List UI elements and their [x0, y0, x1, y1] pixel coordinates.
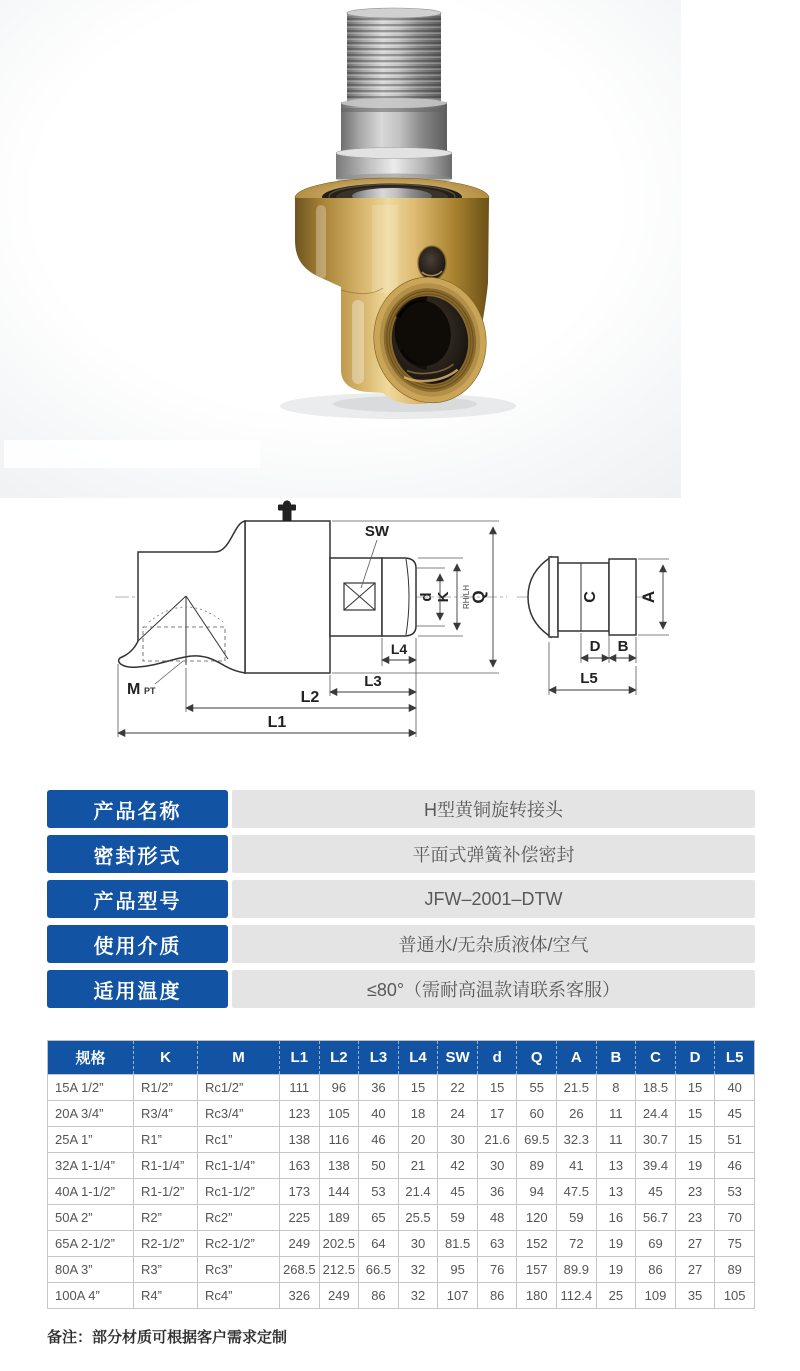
- dim-label-pt: PT: [144, 686, 156, 696]
- dim-label-l5: L5: [580, 670, 598, 687]
- spec-cell: 15: [477, 1075, 517, 1101]
- spec-cell: 249: [280, 1231, 320, 1257]
- spec-header-row: [48, 1041, 755, 1075]
- spec-cell: 13: [596, 1179, 636, 1205]
- spec-cell: 81.5: [438, 1231, 478, 1257]
- spec-cell: 32.3: [557, 1127, 597, 1153]
- spec-cell: 89: [517, 1153, 557, 1179]
- info-row: [47, 790, 755, 828]
- spec-cell: 40: [715, 1075, 755, 1101]
- spec-cell: Rc2-1/2”: [198, 1231, 280, 1257]
- spec-cell: 51: [715, 1127, 755, 1153]
- spec-cell: 30: [398, 1231, 438, 1257]
- spec-cell: Rc4”: [198, 1283, 280, 1309]
- spec-cell: 89: [715, 1257, 755, 1283]
- spec-cell: 105: [319, 1101, 359, 1127]
- spec-cell: 40: [359, 1101, 399, 1127]
- table-row: [48, 1127, 755, 1153]
- spec-cell: 25.5: [398, 1205, 438, 1231]
- spec-cell: 32A 1-1/4”: [48, 1153, 134, 1179]
- spec-cell: R3”: [134, 1257, 198, 1283]
- spec-cell: 70: [715, 1205, 755, 1231]
- spec-cell: 13: [596, 1153, 636, 1179]
- spec-cell: 212.5: [319, 1257, 359, 1283]
- table-row: [48, 1205, 755, 1231]
- spec-col-header: M: [198, 1041, 280, 1075]
- spec-cell: 80A 3”: [48, 1257, 134, 1283]
- table-row: [48, 1179, 755, 1205]
- spec-cell: R2-1/2”: [134, 1231, 198, 1257]
- spec-cell: 45: [715, 1101, 755, 1127]
- spec-cell: 66.5: [359, 1257, 399, 1283]
- info-label: 适用温度: [47, 970, 228, 1008]
- info-row: [47, 880, 755, 918]
- spec-col-header: L5: [715, 1041, 755, 1075]
- spec-cell: 50: [359, 1153, 399, 1179]
- spec-cell: 15: [675, 1075, 715, 1101]
- spec-cell: 94: [517, 1179, 557, 1205]
- spec-cell: Rc1-1/4”: [198, 1153, 280, 1179]
- spec-cell: 19: [596, 1257, 636, 1283]
- spec-cell: 116: [319, 1127, 359, 1153]
- product-info-table: [47, 790, 755, 1015]
- spec-cell: 53: [715, 1179, 755, 1205]
- spec-col-header: D: [675, 1041, 715, 1075]
- spec-cell: 46: [715, 1153, 755, 1179]
- table-row: [48, 1075, 755, 1101]
- spec-cell: 23: [675, 1179, 715, 1205]
- spec-cell: 27: [675, 1257, 715, 1283]
- spec-col-header: L2: [319, 1041, 359, 1075]
- spec-cell: R1-1/2”: [134, 1179, 198, 1205]
- spec-cell: 65A 2-1/2”: [48, 1231, 134, 1257]
- spec-cell: R4”: [134, 1283, 198, 1309]
- spec-cell: 39.4: [636, 1153, 676, 1179]
- spec-cell: 144: [319, 1179, 359, 1205]
- spec-cell: R1-1/4”: [134, 1153, 198, 1179]
- info-value: JFW–2001–DTW: [232, 880, 755, 918]
- product-photo-section: [0, 0, 681, 498]
- spec-cell: 225: [280, 1205, 320, 1231]
- spec-cell: 41: [557, 1153, 597, 1179]
- spec-cell: 35: [675, 1283, 715, 1309]
- spec-cell: 173: [280, 1179, 320, 1205]
- spec-cell: 15A 1/2”: [48, 1075, 134, 1101]
- dimension-diagram: [85, 500, 775, 760]
- spec-cell: 69.5: [517, 1127, 557, 1153]
- spec-col-header: d: [477, 1041, 517, 1075]
- table-row: [48, 1283, 755, 1309]
- spec-cell: 75: [715, 1231, 755, 1257]
- spec-cell: 112.4: [557, 1283, 597, 1309]
- spec-cell: 105: [715, 1283, 755, 1309]
- spec-cell: 95: [438, 1257, 478, 1283]
- spec-cell: 21: [398, 1153, 438, 1179]
- spec-col-header: C: [636, 1041, 676, 1075]
- spec-cell: 63: [477, 1231, 517, 1257]
- spec-cell: 20: [398, 1127, 438, 1153]
- spec-cell: 40A 1-1/2”: [48, 1179, 134, 1205]
- spec-cell: 15: [675, 1101, 715, 1127]
- info-label: 密封形式: [47, 835, 228, 873]
- dim-label-k: K: [435, 591, 452, 603]
- spec-cell: 27: [675, 1231, 715, 1257]
- spec-cell: 138: [319, 1153, 359, 1179]
- spec-cell: 64: [359, 1231, 399, 1257]
- table-row: [48, 1231, 755, 1257]
- info-label: 使用介质: [47, 925, 228, 963]
- spec-col-header: A: [557, 1041, 597, 1075]
- dim-label-d-cap: D: [589, 638, 601, 655]
- spec-cell: 60: [517, 1101, 557, 1127]
- dim-label-l3: L3: [364, 673, 382, 690]
- spec-cell: 30: [477, 1153, 517, 1179]
- spec-cell: 11: [596, 1101, 636, 1127]
- spec-cell: 8: [596, 1075, 636, 1101]
- spec-cell: 111: [280, 1075, 320, 1101]
- info-value: ≤80°（需耐高温款请联系客服）: [232, 970, 755, 1008]
- spec-cell: 32: [398, 1257, 438, 1283]
- spec-cell: 47.5: [557, 1179, 597, 1205]
- spec-col-header: Q: [517, 1041, 557, 1075]
- spec-cell: 26: [557, 1101, 597, 1127]
- spec-cell: 25A 1”: [48, 1127, 134, 1153]
- spec-cell: 36: [477, 1179, 517, 1205]
- spec-cell: 55: [517, 1075, 557, 1101]
- spec-cell: Rc1”: [198, 1127, 280, 1153]
- spec-cell: 24.4: [636, 1101, 676, 1127]
- spec-col-header: 规格: [48, 1041, 134, 1075]
- spec-table: [47, 1040, 755, 1309]
- spec-cell: 89.9: [557, 1257, 597, 1283]
- spec-cell: 48: [477, 1205, 517, 1231]
- info-label: 产品型号: [47, 880, 228, 918]
- spec-cell: 30.7: [636, 1127, 676, 1153]
- dim-label-l2: L2: [300, 689, 320, 706]
- spec-cell: 45: [636, 1179, 676, 1205]
- dim-label-l4: L4: [390, 641, 408, 657]
- spec-cell: 18.5: [636, 1075, 676, 1101]
- spec-table-section: [47, 1040, 755, 1309]
- spec-col-header: SW: [438, 1041, 478, 1075]
- spec-cell: R2”: [134, 1205, 198, 1231]
- spec-cell: 32: [398, 1283, 438, 1309]
- info-value: 平面式弹簧补偿密封: [232, 835, 755, 873]
- spec-cell: 120: [517, 1205, 557, 1231]
- dim-label-q: Q: [469, 590, 488, 604]
- info-row: [47, 970, 755, 1008]
- spec-col-header: K: [134, 1041, 198, 1075]
- steel-shaft: [336, 8, 452, 185]
- spec-cell: 21.4: [398, 1179, 438, 1205]
- info-value: H型黄铜旋转接头: [232, 790, 755, 828]
- spec-cell: 100A 4”: [48, 1283, 134, 1309]
- spec-cell: Rc3/4”: [198, 1101, 280, 1127]
- dim-label-b: B: [617, 638, 629, 655]
- dim-label-rhlh: RH/LH: [462, 584, 471, 610]
- grease-nipple-icon: [278, 501, 296, 522]
- info-row: [47, 835, 755, 873]
- spec-cell: 15: [675, 1127, 715, 1153]
- spec-cell: 59: [438, 1205, 478, 1231]
- info-label: 产品名称: [47, 790, 228, 828]
- spec-cell: Rc1-1/2”: [198, 1179, 280, 1205]
- remark-note: 备注：部分材质可根据客户需求定制: [47, 1329, 288, 1346]
- spec-cell: R3/4”: [134, 1101, 198, 1127]
- spec-cell: 76: [477, 1257, 517, 1283]
- spec-cell: 46: [359, 1127, 399, 1153]
- spec-col-header: L4: [398, 1041, 438, 1075]
- table-row: [48, 1257, 755, 1283]
- spec-cell: R1”: [134, 1127, 198, 1153]
- dim-label-a: A: [639, 590, 658, 604]
- product-photo: [0, 0, 681, 498]
- dim-label-c: C: [582, 591, 599, 603]
- spec-cell: 163: [280, 1153, 320, 1179]
- spec-cell: 123: [280, 1101, 320, 1127]
- spec-cell: 15: [398, 1075, 438, 1101]
- info-value: 普通水/无杂质液体/空气: [232, 925, 755, 963]
- spec-cell: 11: [596, 1127, 636, 1153]
- spec-cell: Rc1/2”: [198, 1075, 280, 1101]
- side-view: [528, 557, 669, 695]
- spec-cell: 25: [596, 1283, 636, 1309]
- spec-cell: 21.6: [477, 1127, 517, 1153]
- dim-label-sw: SW: [364, 523, 390, 540]
- photo-reflection-card: [4, 440, 260, 468]
- spec-cell: 249: [319, 1283, 359, 1309]
- spec-cell: 42: [438, 1153, 478, 1179]
- spec-cell: 50A 2”: [48, 1205, 134, 1231]
- spec-cell: 202.5: [319, 1231, 359, 1257]
- spec-cell: 72: [557, 1231, 597, 1257]
- spec-cell: 69: [636, 1231, 676, 1257]
- spec-cell: 18: [398, 1101, 438, 1127]
- spec-cell: 152: [517, 1231, 557, 1257]
- spec-cell: 21.5: [557, 1075, 597, 1101]
- spec-cell: 109: [636, 1283, 676, 1309]
- info-row: [47, 925, 755, 963]
- dim-label-m: M: [127, 681, 141, 698]
- table-row: [48, 1153, 755, 1179]
- spec-cell: 59: [557, 1205, 597, 1231]
- spec-cell: 56.7: [636, 1205, 676, 1231]
- spec-cell: 107: [438, 1283, 478, 1309]
- spec-cell: 22: [438, 1075, 478, 1101]
- table-row: [48, 1101, 755, 1127]
- spec-cell: Rc2”: [198, 1205, 280, 1231]
- spec-cell: 30: [438, 1127, 478, 1153]
- spec-cell: 23: [675, 1205, 715, 1231]
- spec-cell: 189: [319, 1205, 359, 1231]
- side-vent-hole: [418, 246, 446, 280]
- spec-cell: R1/2”: [134, 1075, 198, 1101]
- spec-cell: 45: [438, 1179, 478, 1205]
- dim-label-l1: L1: [267, 714, 287, 731]
- spec-col-header: B: [596, 1041, 636, 1075]
- spec-col-header: L3: [359, 1041, 399, 1075]
- spec-cell: 96: [319, 1075, 359, 1101]
- spec-cell: 17: [477, 1101, 517, 1127]
- spec-cell: 16: [596, 1205, 636, 1231]
- spec-cell: 24: [438, 1101, 478, 1127]
- spec-cell: 157: [517, 1257, 557, 1283]
- spec-cell: 326: [280, 1283, 320, 1309]
- spec-cell: 53: [359, 1179, 399, 1205]
- spec-cell: 20A 3/4”: [48, 1101, 134, 1127]
- spec-cell: 268.5: [280, 1257, 320, 1283]
- spec-cell: 86: [636, 1257, 676, 1283]
- spec-cell: Rc3”: [198, 1257, 280, 1283]
- dim-label-d: d: [418, 592, 435, 602]
- spec-cell: 65: [359, 1205, 399, 1231]
- spec-cell: 180: [517, 1283, 557, 1309]
- spec-cell: 36: [359, 1075, 399, 1101]
- dimension-diagram-section: [0, 498, 800, 790]
- spec-cell: 19: [596, 1231, 636, 1257]
- spec-cell: 86: [477, 1283, 517, 1309]
- spec-cell: 19: [675, 1153, 715, 1179]
- spec-cell: 138: [280, 1127, 320, 1153]
- spec-cell: 86: [359, 1283, 399, 1309]
- spec-col-header: L1: [280, 1041, 320, 1075]
